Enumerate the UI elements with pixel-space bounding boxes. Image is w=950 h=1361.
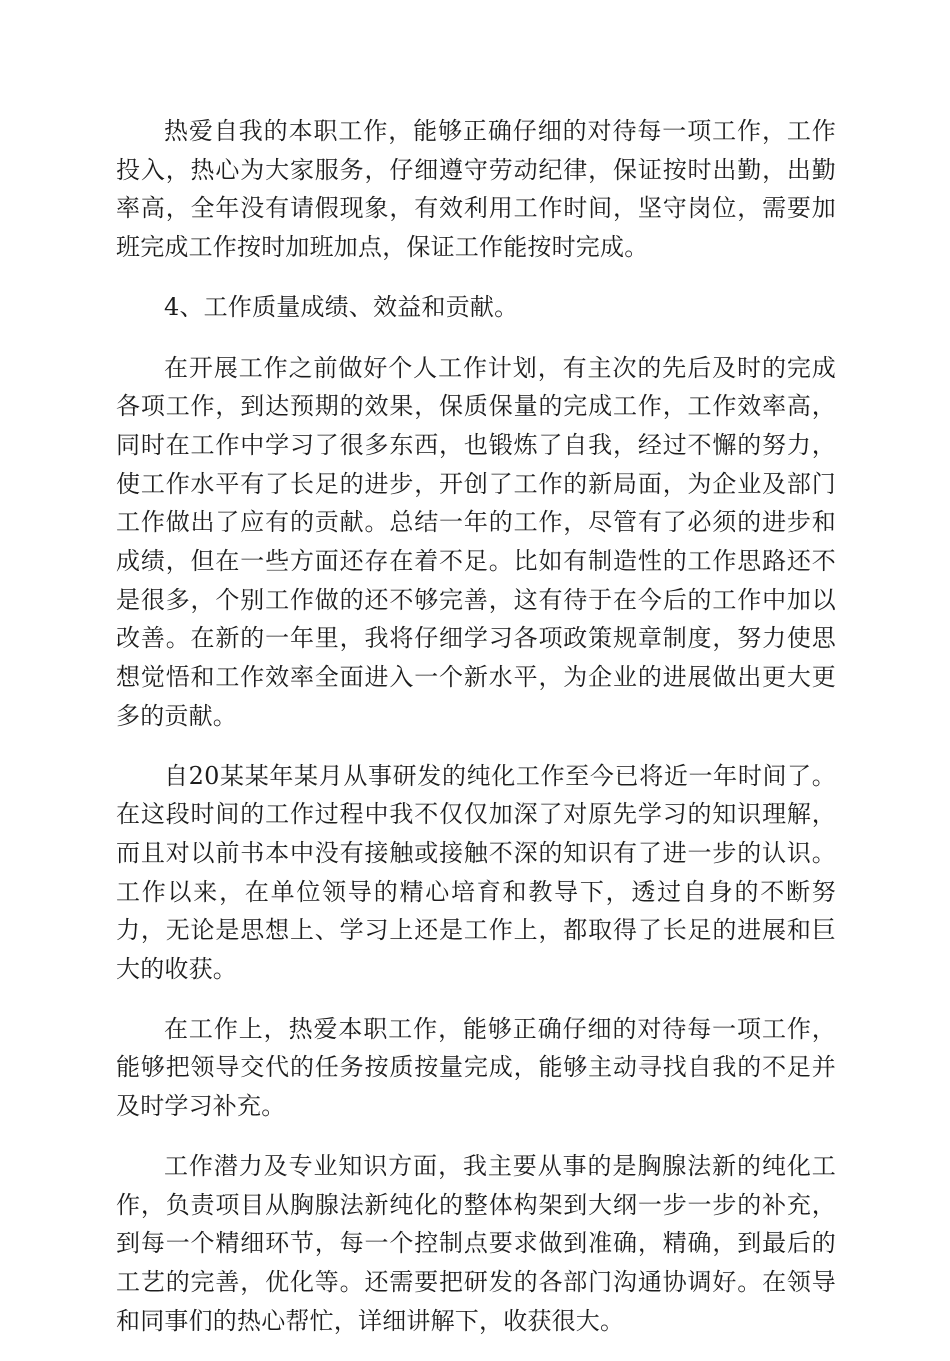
section-heading-work-quality: 4、工作质量成绩、效益和贡献。 — [164, 292, 519, 321]
paragraph-research-experience: 自20某某年某月从事研发的纯化工作至今已将近一年时间了。在这段时间的工作过程中我不仅仅加深了对原先学习的知识理解，而且对以前书本中没有接触或接触不深的知识有了进一步的认识。工作以来，在单位领导的精心培育和教导下，透过自身的不断努力，无论是思想上、学习上还是工作上，都取得了长足的进展和巨大的收获。 — [116, 761, 836, 984]
paragraph-work-plan-summary: 在开展工作之前做好个人工作计划，有主次的先后及时的完成各项工作，到达预期的效果，保质保量的完成工作，工作效率高，同时在工作中学习了很多东西，也锻炼了自我，经过不懈的努力，使工作水平有了长足的进步，开创了工作的新局面，为企业及部门工作做出了应有的贡献。总结一年的工作，尽管有了必须的进步和成绩，但在一些方面还存在着不足。比如有制造性的工作思路还不是很多，个别工作做的还不够完善，这有待于在今后的工作中加以改善。在新的一年里，我将仔细学习各项政策规章制度，努力使思想觉悟和工作效率全面进入一个新水平，为企业的进展做出更大更多的贡献。 — [116, 353, 836, 730]
document-body — [116, 112, 836, 1361]
paragraph-professional-knowledge: 工作潜力及专业知识方面，我主要从事的是胸腺法新的纯化工作，负责项目从胸腺法新纯化的整体构架到大纲一步一步的补充，到每一个精细环节，每一个控制点要求做到准确，精确，到最后的工艺的完善，优化等。还需要把研发的各部门沟通协调好。在领导和同事们的热心帮忙，详细讲解下，收获很大。 — [116, 1151, 836, 1335]
paragraph-work-attitude: 热爱自我的本职工作，能够正确仔细的对待每一项工作，工作投入，热心为大家服务，仔细遵守劳动纪律，保证按时出勤，出勤率高，全年没有请假现象，有效利用工作时间，坚守岗位，需要加班完成工作按时加班加点，保证工作能按时完成。 — [116, 117, 836, 262]
paragraph-work-diligence: 在工作上，热爱本职工作，能够正确仔细的对待每一项工作，能够把领导交代的任务按质按量完成，能够主动寻找自我的不足并及时学习补充。 — [116, 1014, 836, 1121]
